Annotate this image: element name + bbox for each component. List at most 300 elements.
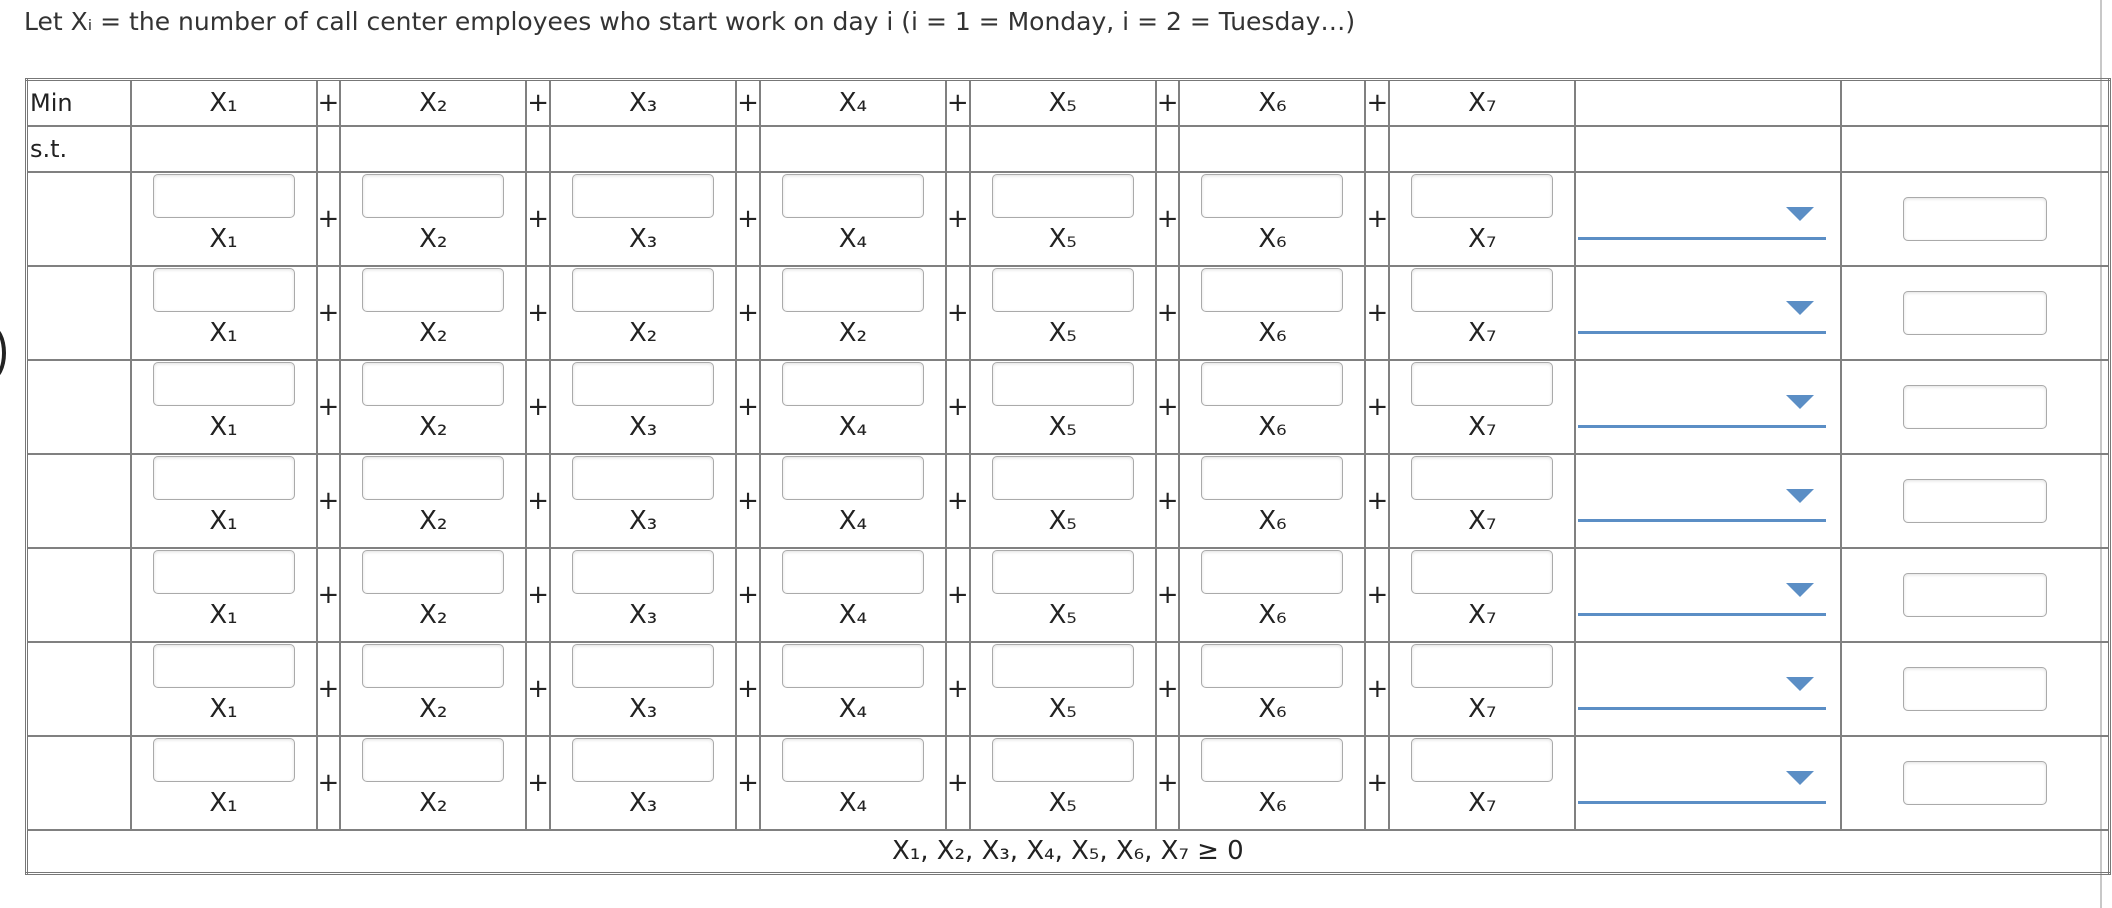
variable-label: X₂ — [419, 223, 448, 254]
variable-label: X₂ — [419, 317, 448, 348]
coefficient-input[interactable] — [362, 644, 504, 688]
coef-cell-inner — [971, 454, 1155, 548]
variable-label: X₃ — [628, 223, 658, 254]
variable-label: X₂ — [419, 599, 448, 630]
coefficient-input[interactable] — [1411, 268, 1553, 312]
coef-cell — [340, 172, 526, 266]
variable-label: X₆ — [1258, 317, 1287, 348]
coef-cell — [1389, 548, 1575, 642]
coef-cell-inner — [761, 548, 945, 642]
constraint-row-1 — [27, 172, 2110, 266]
variable-label: X₅ — [1048, 223, 1077, 254]
plus-sign: + — [946, 172, 970, 266]
variable-label: X₇ — [1468, 505, 1497, 536]
plus-sign: + — [1156, 266, 1180, 360]
coef-cell-inner — [761, 736, 945, 830]
coef-cell-inner — [132, 454, 316, 548]
coefficient-input[interactable] — [362, 362, 504, 406]
coef-cell — [1389, 172, 1575, 266]
variable-label: X₇ — [1468, 693, 1497, 724]
coef-cell-inner — [551, 266, 735, 360]
rhs-cell — [1841, 360, 2109, 454]
constraint-row-3 — [27, 360, 2110, 454]
coef-cell — [1389, 736, 1575, 830]
coef-cell — [550, 172, 736, 266]
st-sep-cell — [526, 126, 550, 172]
coef-cell — [340, 454, 526, 548]
coefficient-input[interactable] — [1201, 644, 1343, 688]
rhs-input[interactable] — [1903, 291, 2047, 335]
variable-label: X₇ — [1468, 599, 1497, 630]
plus-sign: + — [1156, 642, 1180, 736]
plus-sign: + — [1156, 548, 1180, 642]
sign-cell — [1575, 736, 1841, 830]
constraint-row-6 — [27, 642, 2110, 736]
plus-sign: + — [526, 360, 550, 454]
variable-label: X₃ — [628, 411, 658, 442]
constraint-label-cell — [27, 548, 131, 642]
variable-label: X₆ — [1258, 693, 1287, 724]
coefficient-input[interactable] — [1411, 174, 1553, 218]
st-empty-cell — [131, 126, 317, 172]
coef-cell-inner — [971, 360, 1155, 454]
constraint-row-2 — [27, 266, 2110, 360]
sign-cell — [1575, 454, 1841, 548]
coefficient-input[interactable] — [153, 456, 295, 500]
variable-label: X₄ — [838, 693, 867, 724]
coef-cell — [760, 736, 946, 830]
plus-sign: + — [526, 548, 550, 642]
coefficient-input[interactable] — [992, 644, 1134, 688]
inequality-dropdown[interactable] — [1578, 287, 1826, 334]
coef-cell-inner — [1180, 548, 1364, 642]
coefficient-input[interactable] — [362, 738, 504, 782]
plus-sign: + — [946, 80, 970, 126]
st-sep-cell — [736, 126, 760, 172]
coef-cell — [550, 642, 736, 736]
plus-sign: + — [1156, 80, 1180, 126]
constraint-label-cell — [27, 266, 131, 360]
coefficient-input[interactable] — [992, 268, 1134, 312]
variable-label: X₂ — [419, 505, 448, 536]
coefficient-input[interactable] — [1201, 174, 1343, 218]
objective-var-2: X₂ — [340, 80, 526, 126]
coefficient-input[interactable] — [153, 362, 295, 406]
coef-cell — [340, 266, 526, 360]
plus-sign: + — [736, 454, 760, 548]
coef-cell — [970, 642, 1156, 736]
coef-cell — [131, 454, 317, 548]
coefficient-input[interactable] — [992, 174, 1134, 218]
variable-label: X₂ — [419, 693, 448, 724]
objective-var-3: X₃ — [550, 80, 736, 126]
coef-cell-inner — [132, 736, 316, 830]
coef-cell-inner — [1180, 360, 1364, 454]
coefficient-input[interactable] — [362, 456, 504, 500]
variable-label: X₅ — [1048, 599, 1077, 630]
coef-cell — [131, 736, 317, 830]
constraint-label-cell — [27, 360, 131, 454]
coef-cell — [1179, 360, 1365, 454]
coefficient-input[interactable] — [782, 174, 924, 218]
st-row — [27, 126, 2110, 172]
problem-statement: Let Xᵢ = the number of call center employees who start work on day i (i = 1 = Monday, i = 2 = Tuesday…) — [24, 7, 1356, 36]
plus-sign: + — [317, 266, 341, 360]
coef-cell — [1389, 642, 1575, 736]
coef-cell-inner — [761, 172, 945, 266]
rhs-input[interactable] — [1903, 761, 2047, 805]
nonnegativity-constraint: X₁, X₂, X₃, X₄, X₅, X₆, X₇ ≥ 0 — [27, 830, 2110, 874]
coef-cell — [760, 642, 946, 736]
coef-cell-inner — [1390, 172, 1574, 266]
inequality-dropdown[interactable] — [1578, 569, 1826, 616]
partial-circle-icon — [0, 326, 6, 380]
plus-sign: + — [526, 642, 550, 736]
variable-label: X₃ — [628, 599, 658, 630]
plus-sign: + — [1365, 360, 1389, 454]
coefficient-input[interactable] — [1411, 738, 1553, 782]
inequality-dropdown[interactable] — [1578, 193, 1826, 240]
plus-sign: + — [736, 736, 760, 830]
dropdown-caret-icon[interactable] — [1786, 677, 1814, 691]
inequality-dropdown[interactable] — [1578, 475, 1826, 522]
plus-sign: + — [1156, 736, 1180, 830]
coef-cell-inner — [1180, 642, 1364, 736]
plus-sign: + — [317, 736, 341, 830]
variable-label: X₃ — [628, 787, 658, 818]
coefficient-input[interactable] — [153, 738, 295, 782]
coefficient-input[interactable] — [782, 644, 924, 688]
st-label: s.t. — [27, 126, 131, 172]
rhs-cell — [1841, 642, 2109, 736]
plus-sign: + — [1156, 172, 1180, 266]
variable-label: X₁ — [209, 223, 238, 254]
coef-cell — [340, 642, 526, 736]
coefficient-input[interactable] — [782, 268, 924, 312]
coef-cell — [1179, 266, 1365, 360]
constraint-label-cell — [27, 642, 131, 736]
plus-sign: + — [526, 266, 550, 360]
rhs-cell — [1841, 548, 2109, 642]
coefficient-input[interactable] — [1201, 268, 1343, 312]
coefficient-input[interactable] — [362, 174, 504, 218]
coef-cell-inner — [761, 642, 945, 736]
coef-cell-inner — [1390, 736, 1574, 830]
coefficient-input[interactable] — [572, 550, 714, 594]
constraint-row-5 — [27, 548, 2110, 642]
coef-cell — [550, 266, 736, 360]
variable-label: X₁ — [209, 411, 238, 442]
coef-cell — [1179, 454, 1365, 548]
plus-sign: + — [946, 736, 970, 830]
coef-cell-inner — [551, 360, 735, 454]
objective-var-4: X₄ — [760, 80, 946, 126]
coef-cell-inner — [551, 172, 735, 266]
variable-label: X₂ — [628, 317, 658, 348]
st-empty-cell — [1575, 126, 1841, 172]
variable-label: X₅ — [1048, 317, 1077, 348]
coef-cell — [1389, 360, 1575, 454]
variable-label: X₇ — [1468, 223, 1497, 254]
inequality-dropdown[interactable] — [1578, 381, 1826, 428]
coefficient-input[interactable] — [153, 550, 295, 594]
coef-cell — [131, 360, 317, 454]
plus-sign: + — [1156, 360, 1180, 454]
st-empty-cell — [1179, 126, 1365, 172]
st-empty-cell — [760, 126, 946, 172]
coefficient-input[interactable] — [572, 174, 714, 218]
plus-sign: + — [946, 642, 970, 736]
sign-cell — [1575, 360, 1841, 454]
coefficient-input[interactable] — [153, 268, 295, 312]
plus-sign: + — [526, 736, 550, 830]
st-empty-cell — [1841, 126, 2109, 172]
constraint-row-7 — [27, 736, 2110, 830]
variable-label: X₁ — [209, 317, 238, 348]
coef-cell — [550, 736, 736, 830]
plus-sign: + — [946, 454, 970, 548]
coef-cell — [131, 642, 317, 736]
coef-cell — [1179, 548, 1365, 642]
rhs-cell — [1841, 736, 2109, 830]
coef-cell-inner — [132, 548, 316, 642]
plus-sign: + — [526, 172, 550, 266]
coef-cell-inner — [341, 266, 525, 360]
sign-cell — [1575, 172, 1841, 266]
coef-cell-inner — [1180, 172, 1364, 266]
coef-cell — [1389, 454, 1575, 548]
nonnegativity-row — [27, 830, 2110, 874]
variable-label: X₂ — [838, 317, 867, 348]
coef-cell-inner — [1390, 360, 1574, 454]
objective-var-1: X₁ — [131, 80, 317, 126]
coef-cell-inner — [971, 548, 1155, 642]
coef-cell — [131, 172, 317, 266]
rhs-input[interactable] — [1903, 479, 2047, 523]
rhs-input[interactable] — [1903, 197, 2047, 241]
plus-sign: + — [1156, 454, 1180, 548]
sign-cell — [1575, 548, 1841, 642]
variable-label: X₂ — [419, 787, 448, 818]
coef-cell-inner — [1180, 266, 1364, 360]
coefficient-input[interactable] — [1201, 456, 1343, 500]
coef-cell — [340, 736, 526, 830]
st-empty-cell — [550, 126, 736, 172]
coef-cell — [1179, 736, 1365, 830]
variable-label: X₃ — [628, 505, 658, 536]
coef-cell — [970, 172, 1156, 266]
plus-sign: + — [736, 360, 760, 454]
coef-cell-inner — [341, 172, 525, 266]
coefficient-input[interactable] — [782, 550, 924, 594]
coef-cell-inner — [761, 266, 945, 360]
coefficient-input[interactable] — [782, 738, 924, 782]
coef-cell — [340, 360, 526, 454]
variable-label: X₆ — [1258, 223, 1287, 254]
lp-model-table — [25, 78, 2111, 875]
coefficient-input[interactable] — [362, 268, 504, 312]
dropdown-caret-icon[interactable] — [1786, 771, 1814, 785]
coef-cell-inner — [761, 360, 945, 454]
coef-cell-inner — [971, 172, 1155, 266]
coef-cell-inner — [341, 548, 525, 642]
rhs-input[interactable] — [1903, 667, 2047, 711]
coef-cell-inner — [1390, 548, 1574, 642]
sign-cell — [1575, 642, 1841, 736]
coef-cell — [340, 548, 526, 642]
coef-cell-inner — [341, 454, 525, 548]
rhs-cell — [1841, 266, 2109, 360]
rhs-cell — [1841, 172, 2109, 266]
variable-label: X₅ — [1048, 693, 1077, 724]
coef-cell-inner — [971, 642, 1155, 736]
coef-cell-inner — [1390, 642, 1574, 736]
coef-cell — [550, 548, 736, 642]
plus-sign: + — [317, 454, 341, 548]
coef-cell — [970, 548, 1156, 642]
variable-label: X₄ — [838, 787, 867, 818]
inequality-dropdown[interactable] — [1578, 757, 1826, 804]
variable-label: X₁ — [209, 599, 238, 630]
coefficient-input[interactable] — [782, 456, 924, 500]
dropdown-caret-icon[interactable] — [1786, 583, 1814, 597]
variable-label: X₆ — [1258, 505, 1287, 536]
dropdown-caret-icon[interactable] — [1786, 395, 1814, 409]
coefficient-input[interactable] — [992, 362, 1134, 406]
coefficient-input[interactable] — [572, 644, 714, 688]
coefficient-input[interactable] — [1411, 644, 1553, 688]
plus-sign: + — [736, 80, 760, 126]
coefficient-input[interactable] — [1201, 550, 1343, 594]
coefficient-input[interactable] — [992, 550, 1134, 594]
dropdown-caret-icon[interactable] — [1786, 301, 1814, 315]
variable-label: X₄ — [838, 599, 867, 630]
variable-label: X₄ — [838, 411, 867, 442]
plus-sign: + — [736, 642, 760, 736]
variable-label: X₁ — [209, 787, 238, 818]
plus-sign: + — [1365, 172, 1389, 266]
objective-var-7: X₇ — [1389, 80, 1575, 126]
variable-label: X₇ — [1468, 411, 1497, 442]
st-empty-cell — [1389, 126, 1575, 172]
coef-cell-inner — [551, 454, 735, 548]
variable-label: X₆ — [1258, 411, 1287, 442]
st-empty-cell — [340, 126, 526, 172]
coefficient-input[interactable] — [1411, 362, 1553, 406]
plus-sign: + — [526, 454, 550, 548]
coef-cell — [131, 266, 317, 360]
rhs-input[interactable] — [1903, 385, 2047, 429]
plus-sign: + — [1365, 266, 1389, 360]
coef-cell — [760, 360, 946, 454]
variable-label: X₁ — [209, 693, 238, 724]
objective-row — [27, 80, 2110, 126]
plus-sign: + — [736, 172, 760, 266]
coef-cell — [760, 548, 946, 642]
coef-cell-inner — [341, 360, 525, 454]
st-sep-cell — [317, 126, 341, 172]
coef-cell-inner — [971, 736, 1155, 830]
coefficient-input[interactable] — [992, 456, 1134, 500]
plus-sign: + — [317, 642, 341, 736]
coef-cell-inner — [1180, 736, 1364, 830]
variable-label: X₃ — [628, 693, 658, 724]
coef-cell — [550, 360, 736, 454]
objective-var-5: X₅ — [970, 80, 1156, 126]
plus-sign: + — [317, 80, 341, 126]
variable-label: X₅ — [1048, 787, 1077, 818]
variable-label: X₄ — [838, 505, 867, 536]
plus-sign: + — [736, 548, 760, 642]
coef-cell — [760, 172, 946, 266]
coefficient-input[interactable] — [1201, 362, 1343, 406]
st-sep-cell — [1365, 126, 1389, 172]
coef-cell-inner — [132, 360, 316, 454]
coefficient-input[interactable] — [992, 738, 1134, 782]
coefficient-input[interactable] — [153, 174, 295, 218]
variable-label: X₄ — [838, 223, 867, 254]
coef-cell-inner — [1180, 454, 1364, 548]
coefficient-input[interactable] — [153, 644, 295, 688]
coef-cell-inner — [551, 736, 735, 830]
plus-sign: + — [317, 360, 341, 454]
coef-cell — [970, 360, 1156, 454]
objective-rhs-cell — [1841, 80, 2109, 126]
coefficient-input[interactable] — [362, 550, 504, 594]
variable-label: X₂ — [419, 411, 448, 442]
coefficient-input[interactable] — [572, 268, 714, 312]
coef-cell — [1389, 266, 1575, 360]
st-sep-cell — [1156, 126, 1180, 172]
constraint-label-cell — [27, 736, 131, 830]
constraint-row-4 — [27, 454, 2110, 548]
variable-label: X₆ — [1258, 599, 1287, 630]
coef-cell-inner — [341, 736, 525, 830]
coefficient-input[interactable] — [572, 738, 714, 782]
st-empty-cell — [970, 126, 1156, 172]
inequality-dropdown[interactable] — [1578, 663, 1826, 710]
variable-label: X₁ — [209, 505, 238, 536]
dropdown-caret-icon[interactable] — [1786, 489, 1814, 503]
coefficient-input[interactable] — [1201, 738, 1343, 782]
variable-label: X₅ — [1048, 505, 1077, 536]
variable-label: X₇ — [1468, 787, 1497, 818]
coef-cell-inner — [341, 642, 525, 736]
coefficient-input[interactable] — [572, 362, 714, 406]
coefficient-input[interactable] — [782, 362, 924, 406]
coef-cell-inner — [1390, 266, 1574, 360]
plus-sign: + — [1365, 736, 1389, 830]
coef-cell — [760, 454, 946, 548]
coef-cell-inner — [761, 454, 945, 548]
plus-sign: + — [317, 172, 341, 266]
coef-cell-inner — [1390, 454, 1574, 548]
plus-sign: + — [317, 548, 341, 642]
coef-cell-inner — [132, 642, 316, 736]
plus-sign: + — [946, 266, 970, 360]
coefficient-input[interactable] — [572, 456, 714, 500]
coefficient-input[interactable] — [1411, 550, 1553, 594]
rhs-input[interactable] — [1903, 573, 2047, 617]
coef-cell — [1179, 642, 1365, 736]
min-label: Min — [27, 80, 131, 126]
objective-var-6: X₆ — [1179, 80, 1365, 126]
coefficient-input[interactable] — [1411, 456, 1553, 500]
objective-sign-cell — [1575, 80, 1841, 126]
coef-cell-inner — [971, 266, 1155, 360]
variable-label: X₆ — [1258, 787, 1287, 818]
dropdown-caret-icon[interactable] — [1786, 207, 1814, 221]
